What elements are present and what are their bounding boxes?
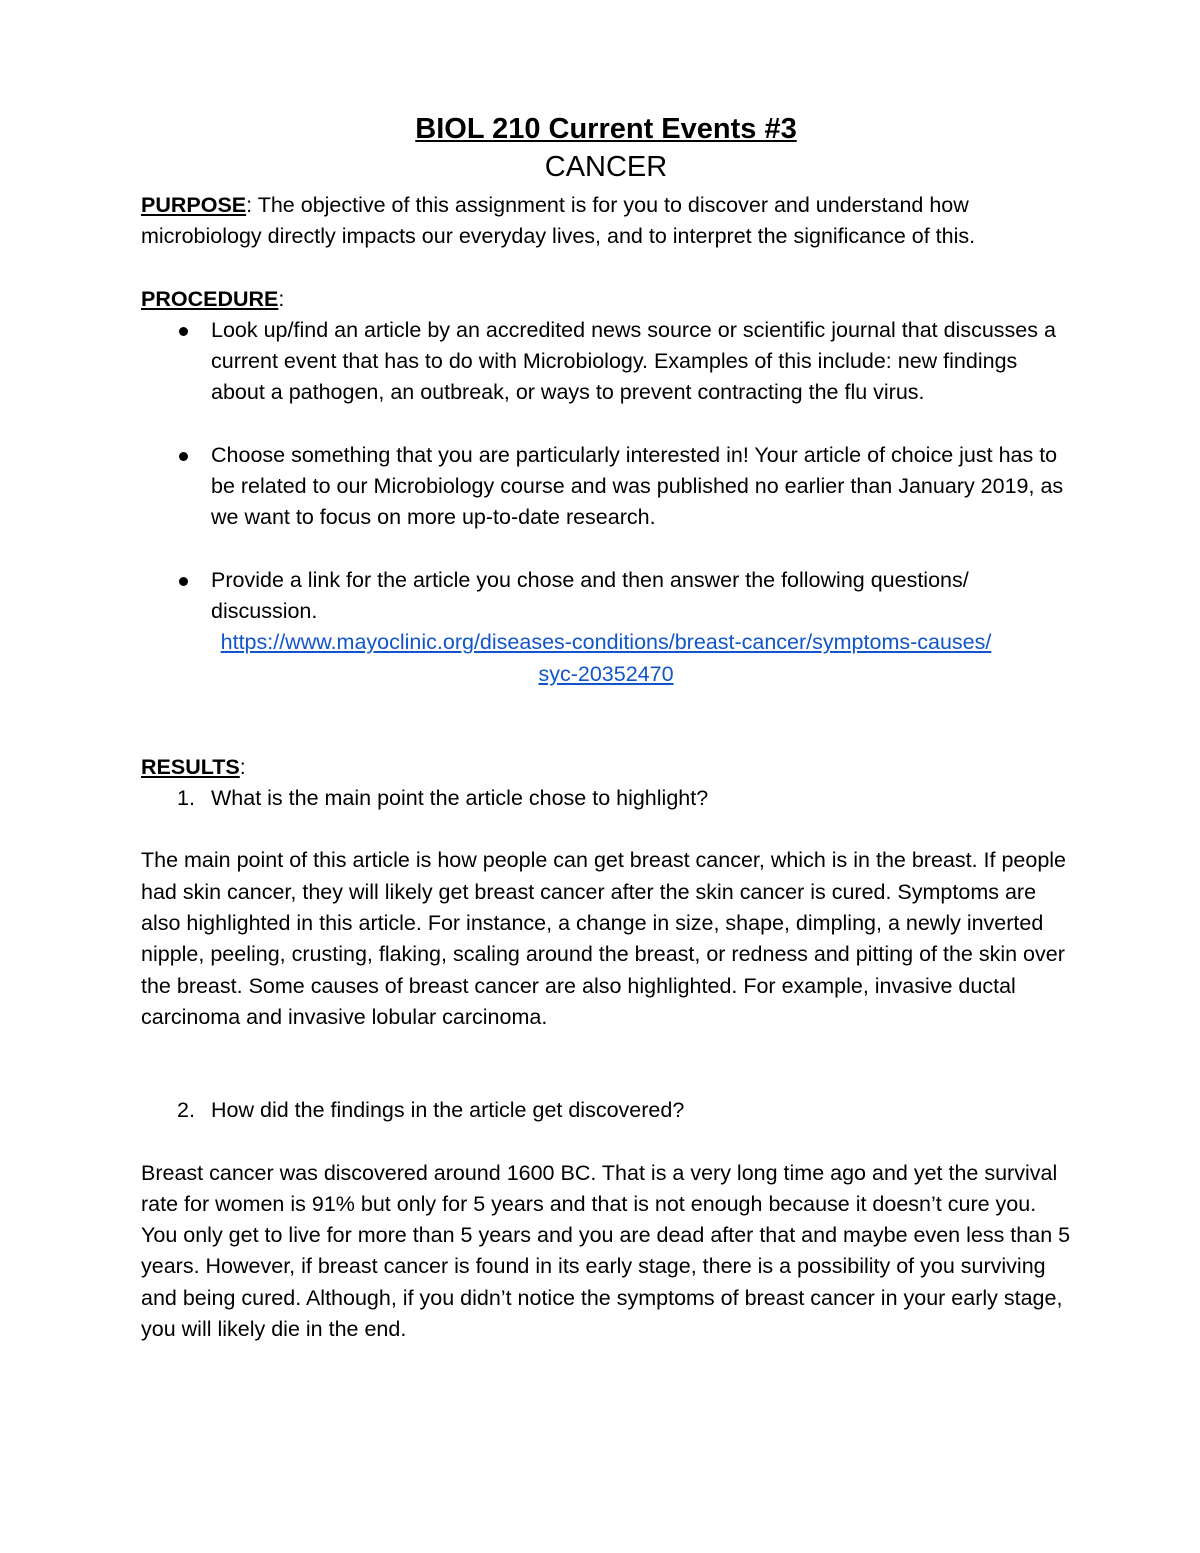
procedure-label: PROCEDURE	[141, 286, 279, 311]
question-number: 1.	[177, 786, 195, 811]
question-item	[141, 783, 1071, 814]
page-subtitle: CANCER	[544, 151, 668, 183]
purpose-paragraph: PURPOSE: The objective of this assignment is for you to discover and understand how microbiology directly impacts our everyday lives, and to interpret the significance of this.	[141, 193, 976, 249]
list-item: Provide a link for the article you chose and then answer the following questions/ discussion.	[141, 565, 1071, 628]
results-label: RESULTS	[141, 754, 240, 779]
procedure-heading: PROCEDURE:	[141, 286, 285, 311]
purpose-text: The objective of this assignment is for you to discover and understand how microbiology directly impacts our everyday lives, and to interpret the significance of this.	[141, 193, 976, 249]
procedure-list	[141, 315, 1071, 627]
question-text: How did the findings in the article get discovered?	[211, 1098, 685, 1123]
document-content	[141, 112, 1071, 1345]
bullet-icon	[179, 577, 188, 586]
bullet-icon	[179, 327, 188, 336]
article-link-line-2[interactable]: syc-20352470	[538, 661, 674, 686]
answer-paragraph: The main point of this article is how people can get breast cancer, which is in the breast. If people had skin cancer, they will likely get breast cancer after the skin cancer is cured. Symptoms are also highlighted in this article. For instance, a change in size, shape, dimpling, a newly inverted nipple, peeling, crusting, flaking, scaling around the breast, or redness and pitting of the skin over the breast. Some causes of breast cancer are also highlighted. For example, invasive ductal carcinoma and invasive lobular carcinoma.	[141, 848, 1067, 1029]
article-link-block	[141, 627, 1071, 690]
question-text: What is the main point the article chose to highlight?	[211, 786, 709, 811]
list-item: Look up/find an article by an accredited news source or scientific journal that discusses a current event that has to do with Microbiology. Examples of this include: new findings about a pathogen, an outbreak, or ways to prevent contracting the flu virus.	[141, 315, 1071, 409]
answer-paragraph: Breast cancer was discovered around 1600 BC. That is a very long time ago and yet the survival rate for women is 91% but only for 5 years and that is not enough because it doesn’t cure you. You only get to live for more than 5 years and you are dead after that and maybe even less than 5 years. However, if breast cancer is found in its early stage, there is a possibility of you surviving and being cured. Although, if you didn’t notice the symptoms of breast cancer in your early stage, you will likely die in the end.	[141, 1160, 1071, 1342]
article-link-line-1[interactable]: https://www.mayoclinic.org/diseases-conditions/breast-cancer/symptoms-causes/	[220, 630, 992, 655]
list-item: Choose something that you are particularly interested in! Your article of choice just has to be related to our Microbiology course and was published no earlier than January 2019, as we want to focus on more up-to-date research.	[141, 440, 1071, 534]
question-item	[141, 1095, 1071, 1126]
purpose-label: PURPOSE	[141, 193, 247, 217]
page-title: BIOL 210 Current Events #3	[415, 113, 797, 145]
bullet-icon	[179, 452, 188, 461]
question-number: 2.	[177, 1098, 195, 1123]
results-heading: RESULTS:	[141, 754, 246, 779]
